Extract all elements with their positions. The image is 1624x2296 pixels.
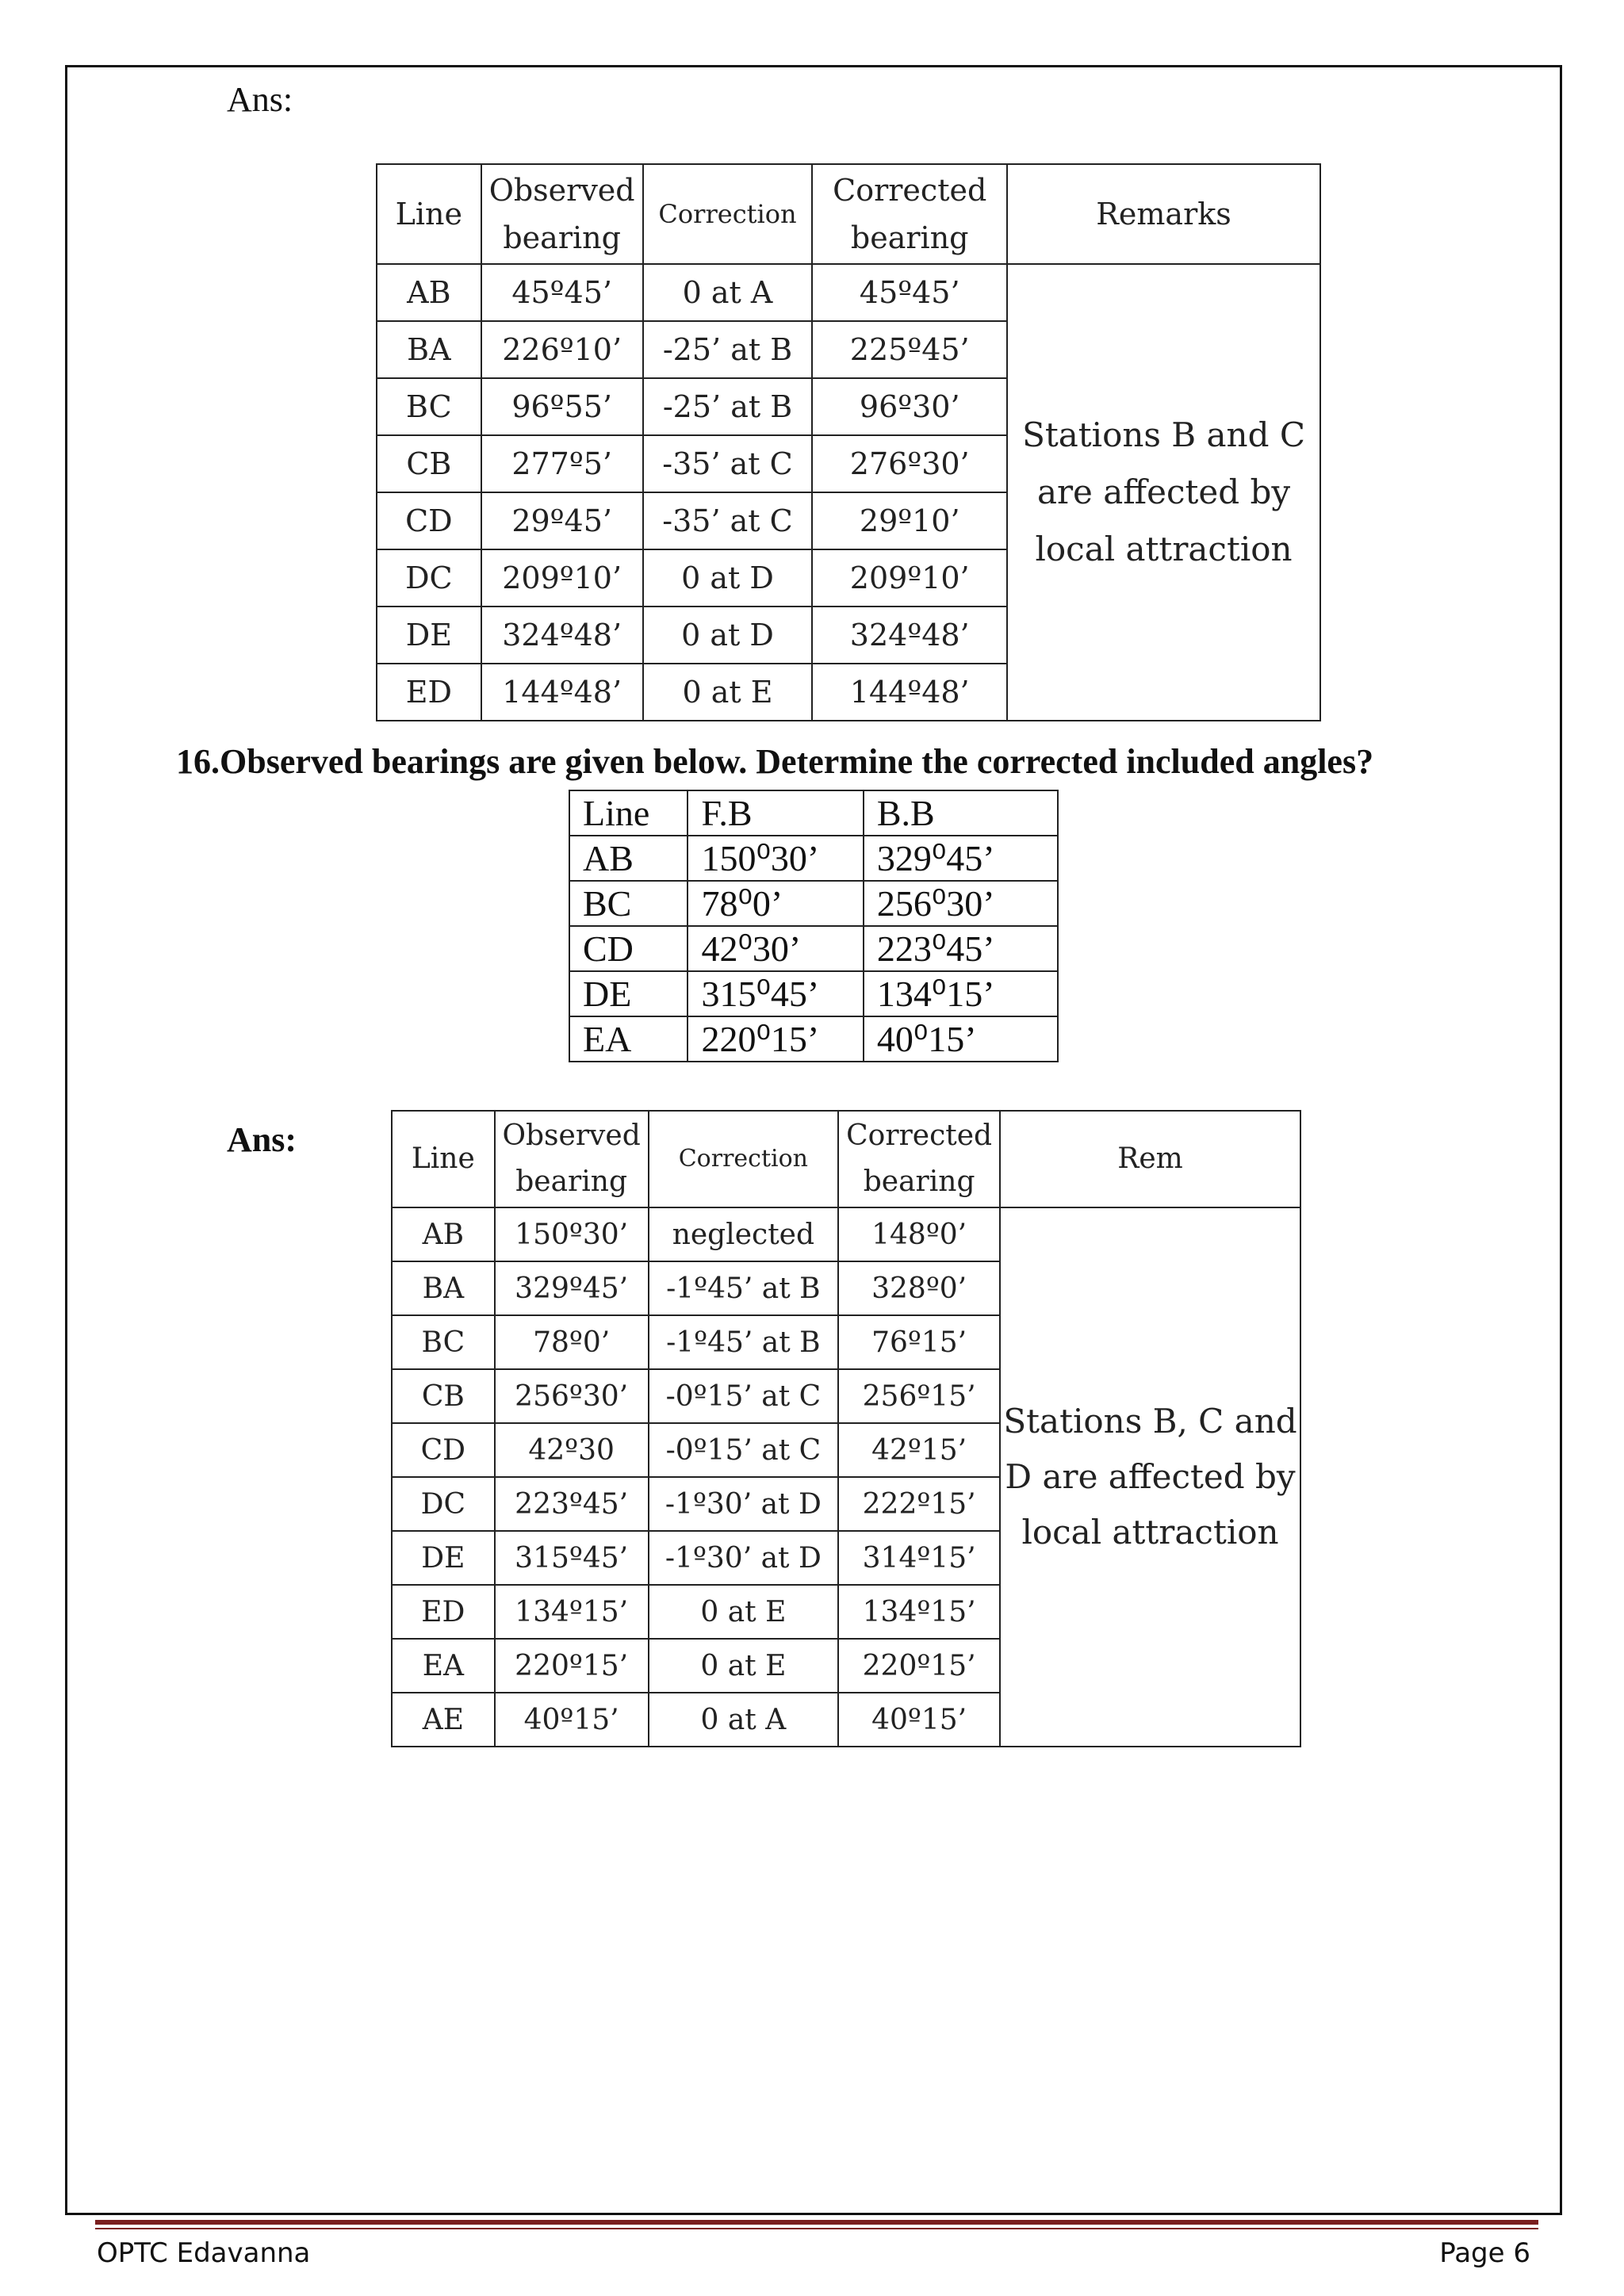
cell-line: EA xyxy=(569,1016,688,1062)
cell-observed: 45º45’ xyxy=(481,264,643,321)
answer-table-1 xyxy=(376,163,1321,721)
cell-correction: 0 at D xyxy=(643,607,813,664)
header-corrected-bearing: Corrected bearing xyxy=(838,1111,1000,1207)
cell-observed: 144º48’ xyxy=(481,664,643,721)
cell-line: BA xyxy=(392,1261,495,1315)
cell-remarks: Stations B, C and D are affected by local attraction xyxy=(1000,1207,1300,1747)
table-header-row xyxy=(392,1111,1300,1207)
cell-bb: 223⁰45’ xyxy=(864,926,1058,971)
cell-observed: 277º5’ xyxy=(481,435,643,492)
cell-remarks: Stations B and C are affected by local attraction xyxy=(1007,264,1320,721)
cell-fb: 220⁰15’ xyxy=(688,1016,863,1062)
cell-correction: -25’ at B xyxy=(643,378,813,435)
cell-observed: 209º10’ xyxy=(481,549,643,607)
footer-rule-thin xyxy=(95,2228,1538,2229)
cell-line: CB xyxy=(377,435,481,492)
cell-corrected: 225º45’ xyxy=(812,321,1007,378)
cell-observed: 223º45’ xyxy=(495,1477,649,1531)
answer-label-2: Ans: xyxy=(227,1120,297,1159)
header-observed-bearing: Observed bearing xyxy=(495,1111,649,1207)
cell-fb: 78⁰0’ xyxy=(688,881,863,926)
cell-corrected: 222º15’ xyxy=(838,1477,1000,1531)
cell-corrected: 148º0’ xyxy=(838,1207,1000,1261)
cell-corrected: 220º15’ xyxy=(838,1639,1000,1693)
header-remarks: Remarks xyxy=(1007,164,1320,264)
table-row xyxy=(569,1016,1058,1062)
cell-observed: 150º30’ xyxy=(495,1207,649,1261)
cell-observed: 256º30’ xyxy=(495,1369,649,1423)
table-row xyxy=(392,1207,1300,1261)
cell-line: CD xyxy=(377,492,481,549)
table-row xyxy=(377,264,1320,321)
cell-corrected: 45º45’ xyxy=(812,264,1007,321)
cell-fb: 150⁰30’ xyxy=(688,836,863,881)
cell-correction: neglected xyxy=(649,1207,839,1261)
cell-correction: -1º45’ at B xyxy=(649,1261,839,1315)
cell-observed: 226º10’ xyxy=(481,321,643,378)
given-bearings-table xyxy=(569,790,1059,1062)
cell-corrected: 42º15’ xyxy=(838,1423,1000,1477)
cell-observed: 329º45’ xyxy=(495,1261,649,1315)
cell-corrected: 314º15’ xyxy=(838,1531,1000,1585)
cell-line: ED xyxy=(377,664,481,721)
cell-correction: -0º15’ at C xyxy=(649,1369,839,1423)
cell-correction: -1º45’ at B xyxy=(649,1315,839,1369)
cell-observed: 40º15’ xyxy=(495,1693,649,1747)
cell-correction: 0 at A xyxy=(643,264,813,321)
cell-line: BA xyxy=(377,321,481,378)
answer-label-1: Ans: xyxy=(227,80,293,119)
cell-line: CD xyxy=(569,926,688,971)
table-row xyxy=(569,881,1058,926)
cell-observed: 324º48’ xyxy=(481,607,643,664)
cell-line: AB xyxy=(377,264,481,321)
cell-observed: 42º30 xyxy=(495,1423,649,1477)
cell-corrected: 256º15’ xyxy=(838,1369,1000,1423)
cell-line: AB xyxy=(569,836,688,881)
footer-rule xyxy=(95,2220,1538,2225)
cell-line: ED xyxy=(392,1585,495,1639)
cell-corrected: 96º30’ xyxy=(812,378,1007,435)
cell-observed: 220º15’ xyxy=(495,1639,649,1693)
cell-corrected: 276º30’ xyxy=(812,435,1007,492)
table-row xyxy=(569,926,1058,971)
cell-line: DC xyxy=(377,549,481,607)
cell-observed: 134º15’ xyxy=(495,1585,649,1639)
cell-correction: 0 at E xyxy=(649,1585,839,1639)
cell-line: DE xyxy=(377,607,481,664)
cell-corrected: 144º48’ xyxy=(812,664,1007,721)
header-bb: B.B xyxy=(864,790,1058,836)
cell-line: DE xyxy=(392,1531,495,1585)
header-correction: Correction xyxy=(643,164,813,264)
cell-observed: 29º45’ xyxy=(481,492,643,549)
cell-correction: -35’ at C xyxy=(643,492,813,549)
cell-correction: 0 at E xyxy=(649,1639,839,1693)
cell-line: DE xyxy=(569,971,688,1016)
cell-correction: -1º30’ at D xyxy=(649,1477,839,1531)
cell-corrected: 328º0’ xyxy=(838,1261,1000,1315)
cell-correction: -25’ at B xyxy=(643,321,813,378)
cell-line: CB xyxy=(392,1369,495,1423)
cell-corrected: 134º15’ xyxy=(838,1585,1000,1639)
header-rem: Rem xyxy=(1000,1111,1300,1207)
cell-line: BC xyxy=(392,1315,495,1369)
cell-corrected: 76º15’ xyxy=(838,1315,1000,1369)
cell-correction: 0 at D xyxy=(643,549,813,607)
header-line: Line xyxy=(392,1111,495,1207)
cell-fb: 315⁰45’ xyxy=(688,971,863,1016)
cell-corrected: 324º48’ xyxy=(812,607,1007,664)
table-row xyxy=(569,836,1058,881)
cell-observed: 78º0’ xyxy=(495,1315,649,1369)
header-line: Line xyxy=(377,164,481,264)
header-correction: Correction xyxy=(649,1111,839,1207)
cell-correction: -1º30’ at D xyxy=(649,1531,839,1585)
cell-line: AB xyxy=(392,1207,495,1261)
cell-bb: 134⁰15’ xyxy=(864,971,1058,1016)
cell-observed: 96º55’ xyxy=(481,378,643,435)
cell-correction: 0 at E xyxy=(643,664,813,721)
table-header-row xyxy=(377,164,1320,264)
page-number: Page 6 xyxy=(1439,2237,1530,2269)
cell-bb: 329⁰45’ xyxy=(864,836,1058,881)
header-line: Line xyxy=(569,790,688,836)
cell-line: BC xyxy=(569,881,688,926)
table-row xyxy=(569,971,1058,1016)
answer-table-2 xyxy=(391,1110,1301,1747)
cell-corrected: 209º10’ xyxy=(812,549,1007,607)
cell-corrected: 40º15’ xyxy=(838,1693,1000,1747)
cell-bb: 40⁰15’ xyxy=(864,1016,1058,1062)
footer-institution: OPTC Edavanna xyxy=(97,2237,311,2269)
header-corrected-bearing: Corrected bearing xyxy=(812,164,1007,264)
cell-corrected: 29º10’ xyxy=(812,492,1007,549)
header-observed-bearing: Observed bearing xyxy=(481,164,643,264)
cell-correction: 0 at A xyxy=(649,1693,839,1747)
cell-correction: -35’ at C xyxy=(643,435,813,492)
cell-line: BC xyxy=(377,378,481,435)
cell-bb: 256⁰30’ xyxy=(864,881,1058,926)
question-16: 16.Observed bearings are given below. Determine the corrected included angles? xyxy=(176,742,1374,781)
table-header-row xyxy=(569,790,1058,836)
cell-correction: -0º15’ at C xyxy=(649,1423,839,1477)
cell-line: CD xyxy=(392,1423,495,1477)
cell-line: DC xyxy=(392,1477,495,1531)
cell-line: AE xyxy=(392,1693,495,1747)
cell-observed: 315º45’ xyxy=(495,1531,649,1585)
cell-fb: 42⁰30’ xyxy=(688,926,863,971)
cell-line: EA xyxy=(392,1639,495,1693)
header-fb: F.B xyxy=(688,790,863,836)
